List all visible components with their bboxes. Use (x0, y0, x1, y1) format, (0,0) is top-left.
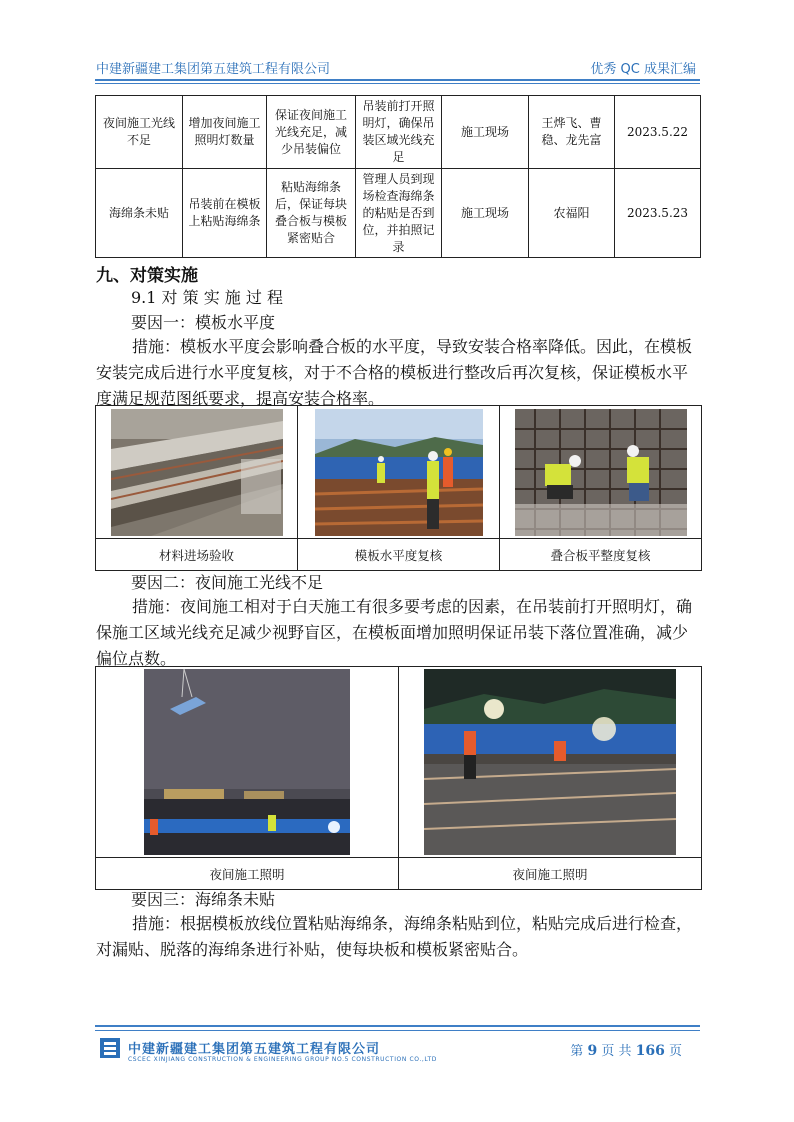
table-cell: 施工现场 (442, 96, 529, 169)
photo-cell (298, 406, 500, 539)
table-cell: 保证夜间施工光线充足，减少吊装偏位 (267, 96, 356, 169)
photo-table-2 (95, 666, 702, 890)
table-cell: 增加夜间施工照明灯数量 (183, 96, 267, 169)
measure-1-text: 措施：模板水平度会影响叠合板的水平度，导致安装合格率降低。因此，在模板安装完成后进行水平度复核，对于不合格的模板进行整改后再次复核，保证模板水平度满足规范图纸要求，提高安装合格率。 (96, 337, 693, 408)
table-row (96, 96, 701, 169)
measure-3-text: 措施：根据模板放线位置粘贴海绵条，海绵条粘贴到位，粘贴完成后进行检查，对漏贴、脱落的海绵条进行补贴，使每块板和模板紧密贴合。 (96, 914, 693, 959)
slab-flatness-photo (515, 409, 687, 536)
table-cell: 2023.5.23 (615, 169, 701, 258)
table-cell: 2023.5.22 (615, 96, 701, 169)
section-title: 九、对策实施 (96, 266, 198, 286)
photo-caption: 夜间施工照明 (399, 858, 702, 890)
photo-table-1 (95, 405, 702, 571)
formwork-level-photo (315, 409, 483, 536)
footer-rule-thin (95, 1030, 700, 1031)
table-cell: 王烨飞、曹稳、龙先富 (529, 96, 615, 169)
table-cell: 吊装前在模板上粘贴海绵条 (183, 169, 267, 258)
table-row (96, 169, 701, 258)
photo-caption: 模板水平度复核 (298, 539, 500, 571)
photo-cell (96, 406, 298, 539)
table-cell: 管理人员到现场检查海绵条的粘贴是否到位，并拍照记录 (356, 169, 442, 258)
photo-cell (500, 406, 702, 539)
table-cell: 农福阳 (529, 169, 615, 258)
subsection-title: 9.1 对 策 实 施 过 程 (131, 288, 283, 307)
header-rule (95, 79, 700, 81)
table-cell: 粘贴海绵条后，保证每块叠合板与模板紧密贴合 (267, 169, 356, 258)
cause-1-title: 要因一：模板水平度 (131, 313, 276, 332)
footer-company-en: CSCEC XINJIANG CONSTRUCTION & ENGINEERING GROUP NO.5 CONSTRUCTION CO.,LTD (128, 1056, 437, 1063)
header-company: 中建新疆建工集团第五建筑工程有限公司 (96, 62, 331, 77)
countermeasure-table (95, 95, 701, 258)
table-cell: 海绵条未贴 (96, 169, 183, 258)
header-rule-thin (95, 83, 700, 84)
cause-3-title: 要因三：海绵条未贴 (131, 890, 276, 909)
header-collection: 优秀 QC 成果汇编 (590, 62, 696, 77)
table-cell: 吊装前打开照明灯，确保吊装区域光线充足 (356, 96, 442, 169)
measure-2-text: 措施：夜间施工相对于白天施工有很多要考虑的因素，在吊装前打开照明灯，确保施工区域光线充足减少视野盲区，在模板面增加照明保证吊装下落位置准确，减少偏位点数。 (96, 597, 693, 668)
company-logo-icon (100, 1038, 120, 1058)
night-lighting-photo-2 (424, 669, 676, 855)
page-number: 第 9 页 共 166 页 (570, 1043, 682, 1059)
photo-caption: 夜间施工照明 (96, 858, 399, 890)
photo-caption: 叠合板平整度复核 (500, 539, 702, 571)
photo-cell (96, 667, 399, 858)
table-cell: 夜间施工光线不足 (96, 96, 183, 169)
table-cell: 施工现场 (442, 169, 529, 258)
photo-caption: 材料进场验收 (96, 539, 298, 571)
photo-cell (399, 667, 702, 858)
cause-2-title: 要因二：夜间施工光线不足 (131, 573, 324, 592)
footer-company-cn: 中建新疆建工集团第五建筑工程有限公司 (128, 1042, 381, 1057)
material-photo (111, 409, 283, 536)
night-lighting-photo-1 (144, 669, 350, 855)
footer-rule (95, 1025, 700, 1027)
